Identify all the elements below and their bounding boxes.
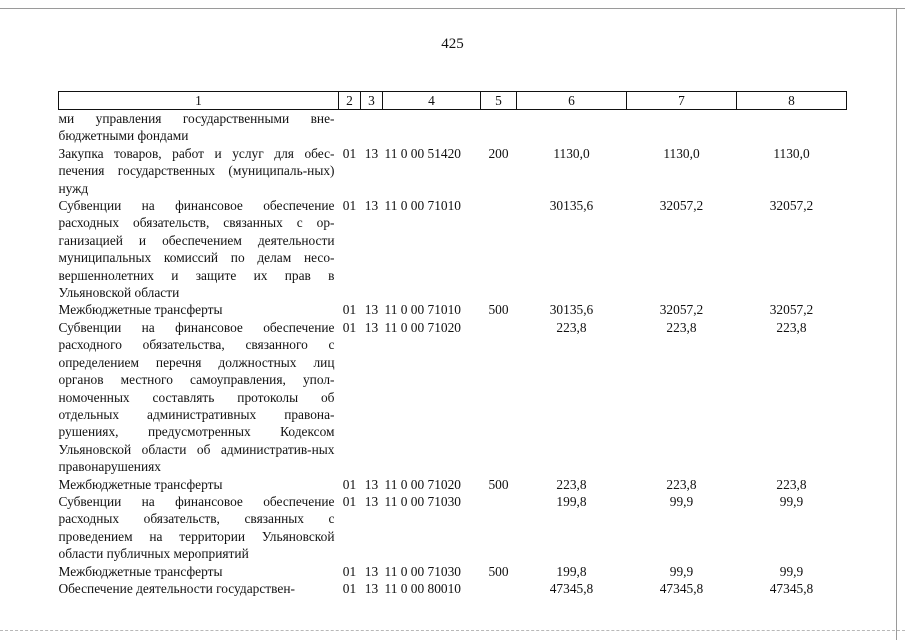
expense-type-code: 500 [488, 563, 509, 579]
expense-name: Обеспечение деятельности государствен- [58, 580, 295, 596]
section-code: 01 [342, 145, 357, 161]
amount-col7: 1130,0 [663, 145, 700, 161]
expense-type-code [481, 110, 517, 145]
column-number-header: 1 [59, 92, 339, 110]
amount-col6: 30135,6 [549, 198, 594, 214]
target-article-code: 11 0 00 51420 [384, 145, 461, 161]
expense-type-code [481, 197, 517, 301]
expense-type-code [481, 493, 517, 563]
amount-col7: 47345,8 [659, 580, 704, 596]
budget-table [58, 91, 847, 597]
target-article-code: 11 0 00 71010 [384, 198, 461, 214]
amount-col7: 99,9 [669, 563, 694, 579]
subsection-code: 13 [364, 563, 379, 579]
column-number-header: 7 [627, 92, 737, 110]
table-row [59, 476, 847, 493]
subsection-code: 13 [364, 302, 379, 318]
expense-name: ми управления государственными вне-бюджетными фондами [58, 111, 335, 144]
expense-type-code: 200 [488, 145, 509, 161]
expense-name: Межбюджетные трансферты [58, 476, 223, 492]
amount-col8: 47345,8 [769, 580, 814, 596]
expense-type-code: 500 [488, 302, 509, 318]
target-article-code: 11 0 00 71030 [384, 563, 461, 579]
page-edge-right [896, 8, 897, 640]
section-code: 01 [342, 319, 357, 335]
amount-col8: 223,8 [776, 319, 807, 335]
column-number-header: 8 [737, 92, 847, 110]
amount-col6: 199,8 [556, 563, 587, 579]
page-number: 425 [441, 36, 464, 52]
expense-type-code [481, 319, 517, 476]
column-number-header: 4 [383, 92, 481, 110]
expense-type-code [481, 580, 517, 597]
amount-col6: 1130,0 [553, 145, 590, 161]
amount-col6: 199,8 [556, 493, 587, 509]
target-article-code: 11 0 00 71010 [384, 302, 461, 318]
column-number-row [59, 92, 847, 110]
subsection-code: 13 [364, 319, 379, 335]
section-code: 01 [342, 476, 357, 492]
amount-col6: 30135,6 [549, 302, 594, 318]
subsection-code: 13 [364, 493, 379, 509]
amount-col8: 99,9 [779, 493, 804, 509]
column-number-header: 3 [361, 92, 383, 110]
amount-col8: 223,8 [776, 476, 807, 492]
amount-col6: 223,8 [556, 476, 587, 492]
expense-name: Субвенции на финансовое обеспечение расходного обязательства, связанного с определением перечня должностных лиц органов местного самоуправления, упол-номоченных составлять протоколы об отдельных административных правона-рушениях, предусмотренных Кодексом Ульяновской области об административ-ных правонарушениях [58, 319, 335, 475]
subsection-code: 13 [364, 198, 379, 214]
table-row [59, 301, 847, 318]
amount-col8: 99,9 [779, 563, 804, 579]
target-article-code: 11 0 00 80010 [384, 580, 461, 596]
expense-name: Субвенции на финансовое обеспечение расходных обязательств, связанных с проведением на территории Ульяновской области публичных мероприятий [58, 493, 335, 562]
amount-col7: 32057,2 [659, 302, 704, 318]
expense-name: Субвенции на финансовое обеспечение расходных обязательств, связанных с ор-ганизацией и обеспечением деятельности муниципальных комиссий по делам несо-вершеннолетних и защите их прав в Ульяновской области [58, 198, 335, 301]
target-article-code: 11 0 00 71030 [384, 493, 461, 509]
section-code: 01 [342, 198, 357, 214]
target-article-code: 11 0 00 71020 [384, 319, 461, 335]
expense-name: Межбюджетные трансферты [58, 302, 223, 318]
table-row [59, 493, 847, 563]
amount-col7: 223,8 [666, 319, 697, 335]
expense-name: Межбюджетные трансферты [58, 563, 223, 579]
subsection-code: 13 [364, 476, 379, 492]
page-edge-top [0, 8, 905, 9]
section-code: 01 [342, 302, 357, 318]
page-edge-bottom [0, 630, 905, 631]
amount-col6: 47345,8 [549, 580, 594, 596]
column-number-header: 6 [517, 92, 627, 110]
amount-col8 [737, 110, 847, 145]
target-article-code [383, 110, 481, 145]
target-article-code: 11 0 00 71020 [384, 476, 461, 492]
amount-col6 [517, 110, 627, 145]
amount-col7: 223,8 [666, 476, 697, 492]
column-number-header: 2 [339, 92, 361, 110]
column-number-header: 5 [481, 92, 517, 110]
amount-col6: 223,8 [556, 319, 587, 335]
table-row [59, 145, 847, 197]
subsection-code: 13 [364, 145, 379, 161]
amount-col8: 32057,2 [769, 302, 814, 318]
amount-col7 [627, 110, 737, 145]
subsection-code [361, 110, 383, 145]
expense-type-code: 500 [488, 476, 509, 492]
amount-col7: 32057,2 [659, 198, 704, 214]
section-code: 01 [342, 580, 357, 596]
table-row [59, 319, 847, 476]
subsection-code: 13 [364, 580, 379, 596]
table-row [59, 110, 847, 145]
table-row [59, 563, 847, 580]
section-code [339, 110, 361, 145]
expense-name: Закупка товаров, работ и услуг для обес-печения государственных (муниципаль-ных) нужд [58, 145, 335, 196]
table-row [59, 197, 847, 301]
amount-col7: 99,9 [669, 493, 694, 509]
table-row [59, 580, 847, 597]
amount-col8: 32057,2 [769, 198, 814, 214]
section-code: 01 [342, 493, 357, 509]
amount-col8: 1130,0 [773, 145, 810, 161]
section-code: 01 [342, 563, 357, 579]
